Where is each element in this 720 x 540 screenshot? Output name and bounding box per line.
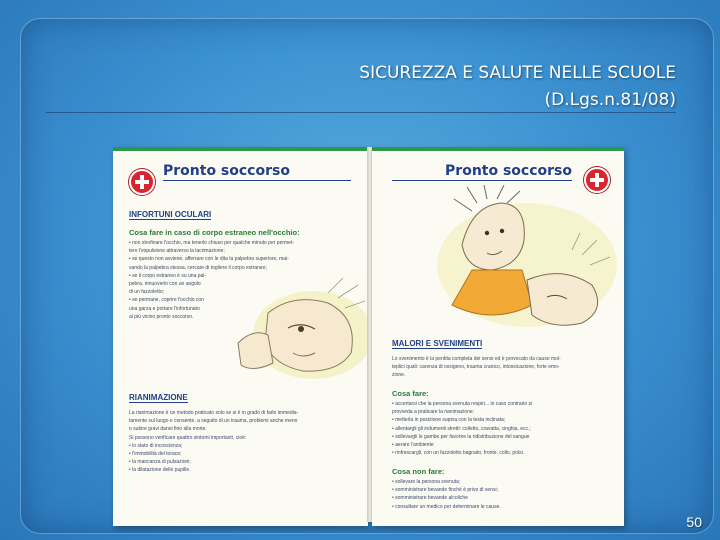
text-line: • rinfrescargli, con un fazzoletto bagnato, fronte, collo, polsi. [392,450,525,457]
do-list [392,400,617,457]
text-line: • aerare l'ambiente [392,442,434,449]
fainting-illustration [432,185,622,335]
section-sub-eye: Cosa fare in caso di corpo estraneo nell'occhio: [129,228,300,237]
text-line: • somministrare bevande finché è privo di sensi; [392,487,498,494]
section-heading-eye-injuries: INFORTUNI OCULARI [129,210,212,219]
text-line: • se il corpo estraneo è su una pal- [129,272,207,279]
text-line: Si possono verificare quattro sintomi importanti, cioè: [129,434,247,441]
text-line: pebra, rimuoverlo con un angolo [129,281,201,288]
text-line: o subire gravi danni fino alla morte. [129,426,207,433]
text-line: • la dilatazione delle pupille. [129,467,191,474]
title-divider [46,112,676,113]
dont-list [392,478,617,511]
text-line: • se questo non avviene, afferrare con le dita la palpebra superiore, mai- [129,256,289,263]
do-heading: Cosa fare: [392,389,429,398]
section-heading-resuscitation: RIANIMAZIONE [129,393,188,402]
text-line: La rianimazione è un metodo praticato solo se si è in grado di farlo immedia- [129,410,299,416]
slide-title [359,60,676,114]
text-line: • metterla in posizione supina con la testa inclinata; [392,417,506,424]
section-heading-fainting: MALORI E SVENIMENTI [392,339,483,348]
text-line: provveda a praticare la rianimazione; [392,409,474,416]
text-line: • non strofinare l'occhio, ma tenerlo chiuso per qualche minuto per permet- [129,240,295,246]
text-line: • lo stato di incoscienza; [129,442,183,449]
text-line: di un fazzoletto; [129,289,165,296]
slide-title-line1: SICUREZZA E SALUTE NELLE SCUOLE [359,63,676,83]
right-page [372,147,624,526]
text-line: tamente sul luogo e consente, a seguito di un trauma, problemi anche meno [129,418,298,425]
text-line: al più vicino pronto soccorso. [129,313,194,320]
right-page-title: Pronto soccorso [392,163,572,181]
slide-title-line2: (D.Lgs.n.81/08) [544,90,676,110]
text-line: • se permane, coprire l'occhio con [129,297,204,304]
fainting-intro [392,355,617,380]
left-page [113,147,368,526]
text-line: • consultare un medico per determinare le cause. [392,503,501,510]
text-line: una garza e portare l'infortunato [129,305,200,312]
dont-heading: Cosa non fare: [392,467,445,476]
eye-illustration [233,273,368,383]
slide-page-number: 50 [686,514,702,530]
text-line: • somministrare bevande alcoliche [392,495,468,502]
left-page-title: Pronto soccorso [163,163,351,181]
text-line: • allentargli gli indumenti stretti: colletto, cravatta, cinghia, ecc.; [392,425,531,432]
text-line: • la mancanza di pulsazioni; [129,459,191,466]
first-aid-cross-icon [129,169,155,195]
text-line: zione. [392,372,406,379]
text-line: • accertarsi che la persona svenuta respiri... in caso contrario si [392,401,533,407]
resuscitation-text [129,409,359,475]
text-line: • l'immobilità del torace; [129,451,182,458]
text-line: • sollevare la persona svenuta; [392,479,461,485]
text-line: tere l'espulsione attraverso la lacrimazione; [129,248,225,255]
text-line: Lo svenimento è la perdita completa dei sensi ed è provocato da cause mol- [392,356,561,362]
text-line: teplici quali: carenza di ossigeno, trauma cranico, intossicazione, forte emo- [392,364,560,371]
text-line: • sollevargli le gambe per favorire la ridistribuzione del sangue [392,433,530,440]
text-line: vando la palpebra stessa, cercare di togliere il corpo estraneo; [129,264,267,271]
